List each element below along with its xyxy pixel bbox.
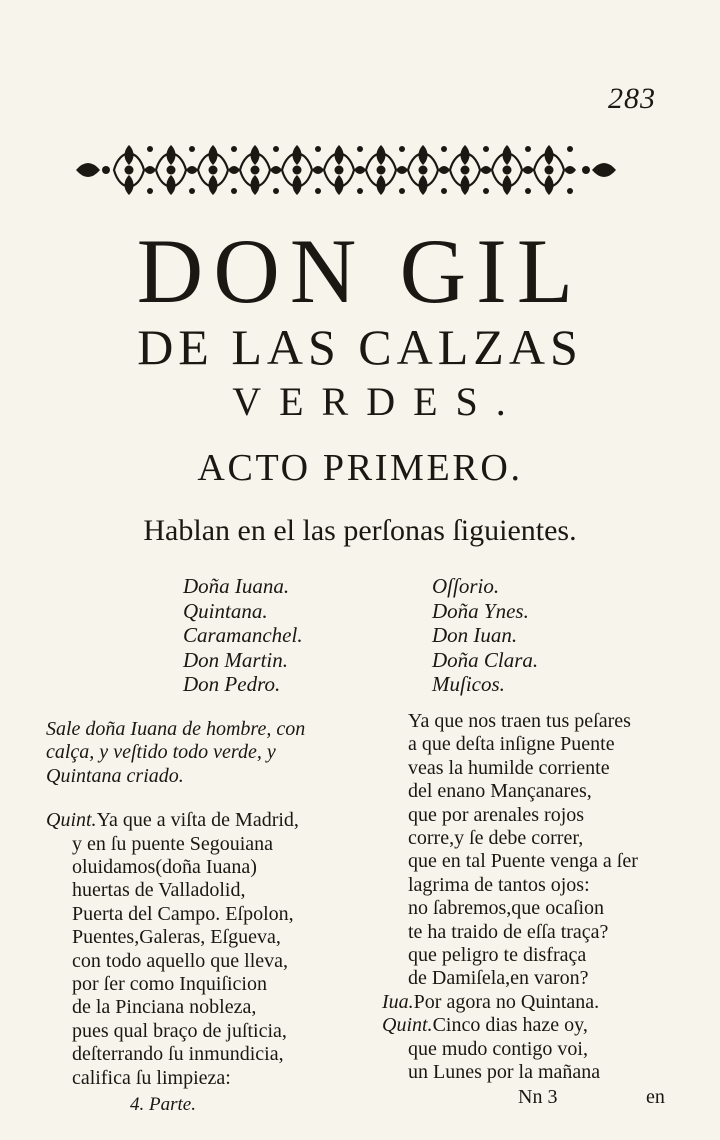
verse-line [46, 926, 356, 949]
verse-line [46, 879, 356, 902]
speaker-label: Quint. [46, 809, 97, 832]
right-verses [382, 710, 682, 1085]
verse-text: huertas de Valladolid, [72, 879, 246, 902]
verse-line [46, 950, 356, 973]
page-number: 283 [608, 82, 656, 115]
verse-text: de la Pinciana nobleza, [72, 996, 257, 1019]
verse-text: deſterrando ſu inmundicia, [72, 1043, 284, 1066]
verse-line [382, 1038, 682, 1061]
verse-line [382, 967, 682, 990]
stage-direction [46, 718, 356, 788]
verse-line [46, 833, 356, 856]
title-line-3: VERDES. [232, 379, 524, 424]
verse-text: Cinco dias haze oy, [432, 1014, 588, 1037]
right-column [382, 710, 682, 1085]
verse-text: que en tal Puente venga a ſer [408, 850, 638, 873]
verse-line [382, 897, 682, 920]
verse-line [46, 996, 356, 1019]
verse-line [46, 903, 356, 926]
cast-member-left-1: Quintana. [183, 598, 268, 623]
cast-member-right-3: Doña Clara. [432, 647, 539, 672]
stage-direction-line: calça, y veſtido todo verde, y [46, 741, 276, 764]
verse-line [382, 1061, 682, 1084]
verse-text: que mudo contigo voi, [408, 1037, 588, 1060]
signature-mark: Nn 3 [518, 1086, 558, 1108]
verse-line [382, 850, 682, 873]
verse-text: a que deſta inſigne Puente [408, 733, 615, 756]
verse-line [382, 757, 682, 780]
verse-line [382, 733, 682, 756]
verse-text: Ya que nos traen tus peſares [408, 710, 631, 732]
cast-member-right-2: Don Iuan. [432, 623, 518, 647]
verse-line [46, 1043, 356, 1066]
cast-list-left [183, 574, 303, 697]
verse-line [46, 809, 356, 832]
cast-list-right [432, 574, 538, 697]
persons-heading: Hablan en el las perſonas ſiguientes. [143, 514, 577, 547]
verse-text: califica ſu limpieza: [72, 1066, 231, 1089]
ornamental-headpiece-icon [62, 135, 630, 205]
catchword: en [646, 1086, 665, 1108]
verse-line [382, 804, 682, 827]
verse-text: oluidamos(doña Iuana) [72, 856, 257, 879]
verse-line [46, 1067, 356, 1090]
cast-member-left-2: Caramanchel. [183, 623, 303, 647]
left-column [46, 718, 356, 1090]
cast-member-left-4: Don Pedro. [183, 672, 281, 696]
verse-text: Ya que a viſta de Madrid, [96, 809, 299, 832]
verse-text: no ſabremos,que ocaſion [408, 897, 605, 920]
verse-line [46, 856, 356, 879]
cast-member-right-1: Doña Ynes. [432, 598, 529, 623]
verse-line [382, 710, 682, 733]
verse-text: que peligro te disfraça [408, 944, 587, 967]
cast-member-left-0: Doña Iuana. [183, 574, 290, 598]
act-heading: ACTO PRIMERO. [197, 447, 523, 489]
verse-text: Por agora no Quintana. [413, 990, 600, 1013]
speaker-label: Quint. [382, 1014, 433, 1037]
verse-text: del enano Mançanares, [408, 780, 592, 803]
verse-line [382, 991, 682, 1014]
verse-line [46, 973, 356, 996]
verse-text: por ſer como Inquiſicion [72, 973, 267, 996]
cast-member-left-3: Don Martin. [183, 647, 288, 672]
verse-text: te ha traido de eſſa traça? [408, 920, 609, 943]
verse-text: corre,y ſe debe correr, [408, 827, 584, 850]
verse-line [46, 1020, 356, 1043]
title-line-1: DON GIL [136, 220, 584, 322]
left-verses [46, 809, 356, 1090]
title-line-2: DE LAS CALZAS [137, 319, 583, 375]
footer-part-label: 4. Parte. [130, 1094, 196, 1115]
stage-direction-line: Quintana criado. [46, 764, 184, 787]
verse-line [382, 827, 682, 850]
verse-text: pues qual braço de juſticia, [72, 1019, 287, 1042]
verse-line [382, 780, 682, 803]
cast-member-right-0: Oſſorio. [432, 574, 500, 598]
verse-text: un Lunes por la mañana [408, 1061, 601, 1084]
verse-text: Puerta del Campo. Eſpolon, [72, 902, 294, 925]
verse-text: de Damiſela,en varon? [408, 967, 589, 990]
verse-text: y en ſu puente Segouiana [72, 832, 274, 855]
verse-line [382, 921, 682, 944]
verse-text: lagrima de tantos ojos: [408, 873, 590, 896]
verse-line [382, 944, 682, 967]
verse-text: Puentes,Galeras, Eſgueva, [72, 926, 281, 949]
verse-line [382, 1014, 682, 1037]
verse-line [382, 874, 682, 897]
cast-member-right-4: Muſicos. [432, 672, 505, 696]
verse-text: veas la humilde corriente [408, 756, 610, 779]
verse-text: que por arenales rojos [408, 803, 585, 826]
stage-direction-line: Sale doña Iuana de hombre, con [46, 718, 306, 740]
speaker-label: Iua. [382, 990, 414, 1013]
verse-text: con todo aquello que lleva, [72, 949, 289, 972]
